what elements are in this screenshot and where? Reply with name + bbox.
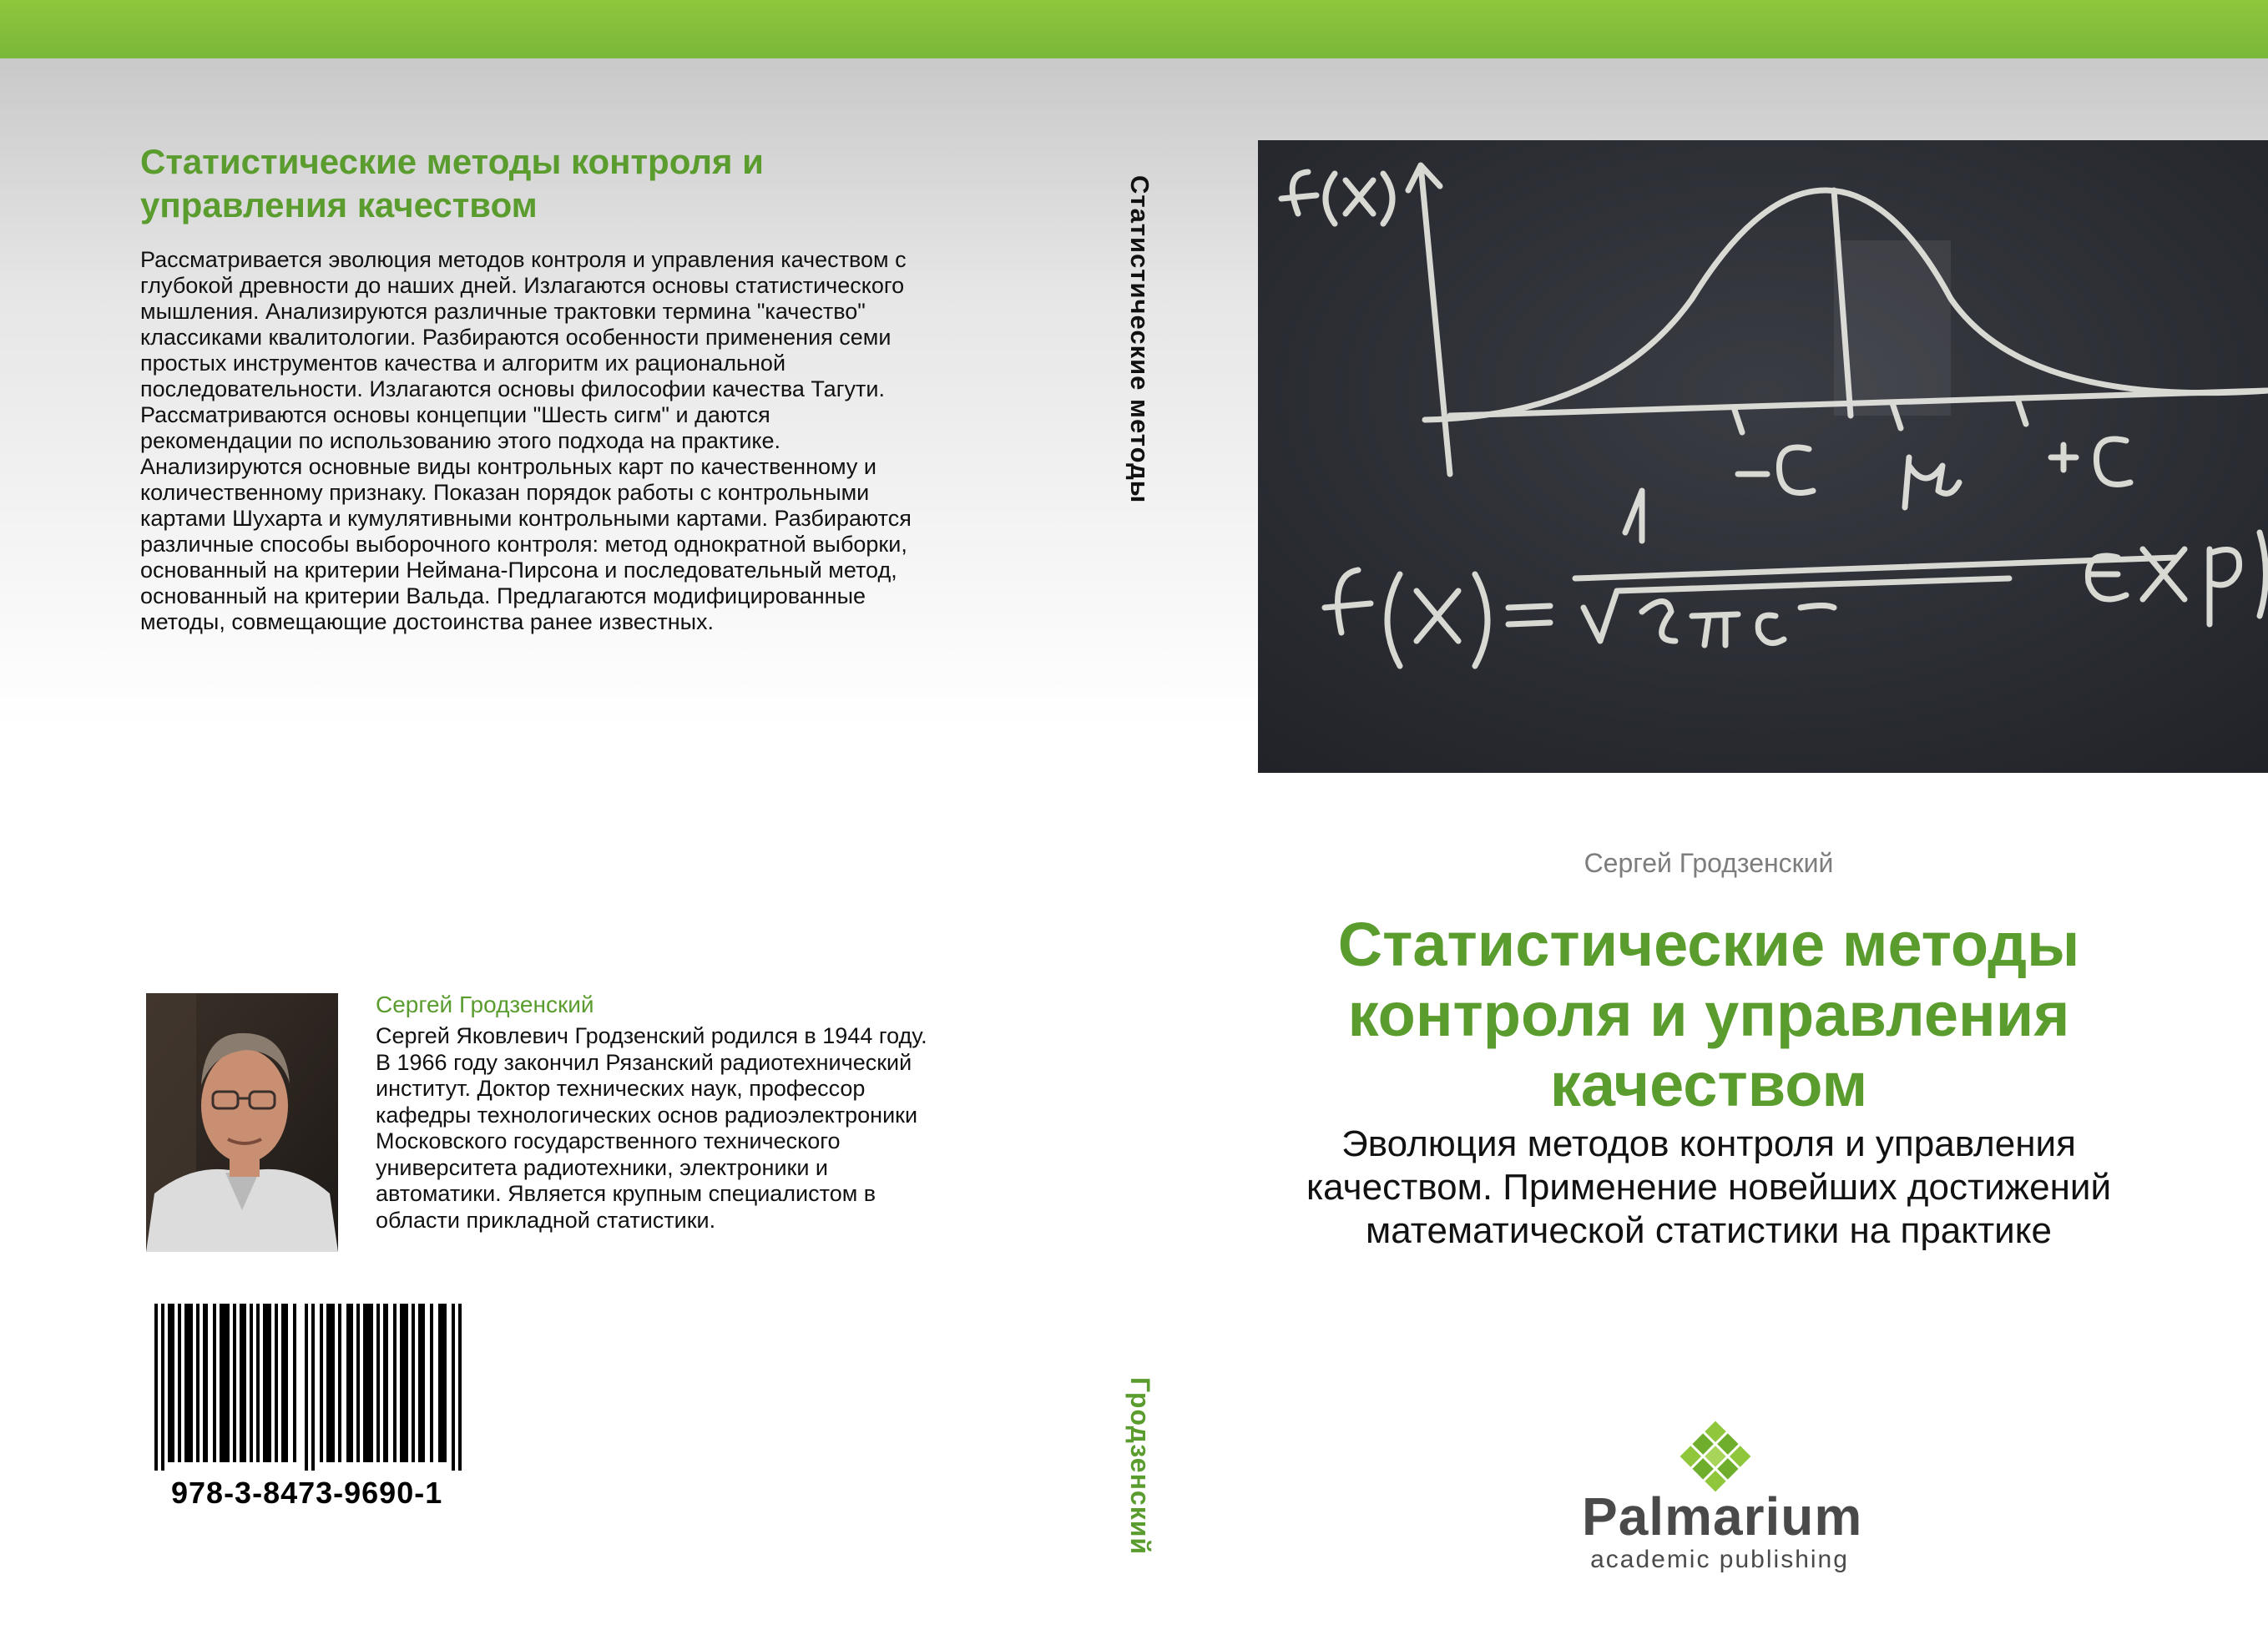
chalkboard-illustration bbox=[1258, 140, 2268, 773]
author-bio-name: Сергей Гродзенский bbox=[376, 992, 594, 1017]
back-cover-title: Статистические методы контроля и управления качеством bbox=[140, 142, 764, 225]
front-subtitle: Эволюция методов контроля и управления качеством. Применение новейших достижений математической статистики на практике bbox=[1306, 1123, 2112, 1251]
author-bio-text: Сергей Яковлевич Гродзенский родился в 1944 году. В 1966 году закончил Рязанский радиотехнический институт. Доктор технических наук, профессор кафедры технологических основ радиоэлектроники Московского государственного технического университета радиотехники, электроники и автоматики. Является крупным специалистом в области прикладной статистики. bbox=[376, 1023, 927, 1233]
isbn-barcode bbox=[154, 1304, 467, 1471]
isbn-number: 978-3-8473-9690-1 bbox=[171, 1476, 443, 1510]
front-title: Статистические методы контроля и управления качеством bbox=[1337, 910, 2080, 1119]
publisher-tagline: academic publishing bbox=[1590, 1546, 1849, 1573]
publisher-name: Palmarium bbox=[1582, 1486, 1863, 1547]
top-green-band bbox=[0, 0, 2268, 58]
spine-title: Статистические методы bbox=[1125, 175, 1154, 504]
spine-author: Гродзенский bbox=[1125, 1377, 1155, 1556]
palmarium-logo-icon bbox=[1678, 1419, 1753, 1494]
back-cover-description: Рассматривается эволюция методов контроля и управления качеством с глубокой древности до наших дней. Излагаются основы статистического мышления. Анализируются различные трактовки термина "качество" классиками квалитологии. Разбираются особенности применения семи простых инструментов качества и алгоритм их рациональной последовательности. Излагаются основы философии качества Тагути. Рассматриваются основы концепции "Шесть сигм" и даются рекомендации по использованию этого подхода на практике. Анализируются основные виды контрольных карт по качественному и количественному признаку. Показан порядок работы с контрольными картами Шухарта и кумулятивными контрольными картами. Разбираются различные способы выборочного контроля: метод однократной выборки, основанный на критерии Неймана-Пирсона и последовательный метод, основанный на критерии Вальда. Предлагаются модифицированные методы, совмещающие достоинства ранее известных. bbox=[140, 247, 912, 634]
front-author-name: Сергей Гродзенский bbox=[1584, 848, 1834, 878]
author-photo bbox=[146, 993, 338, 1252]
